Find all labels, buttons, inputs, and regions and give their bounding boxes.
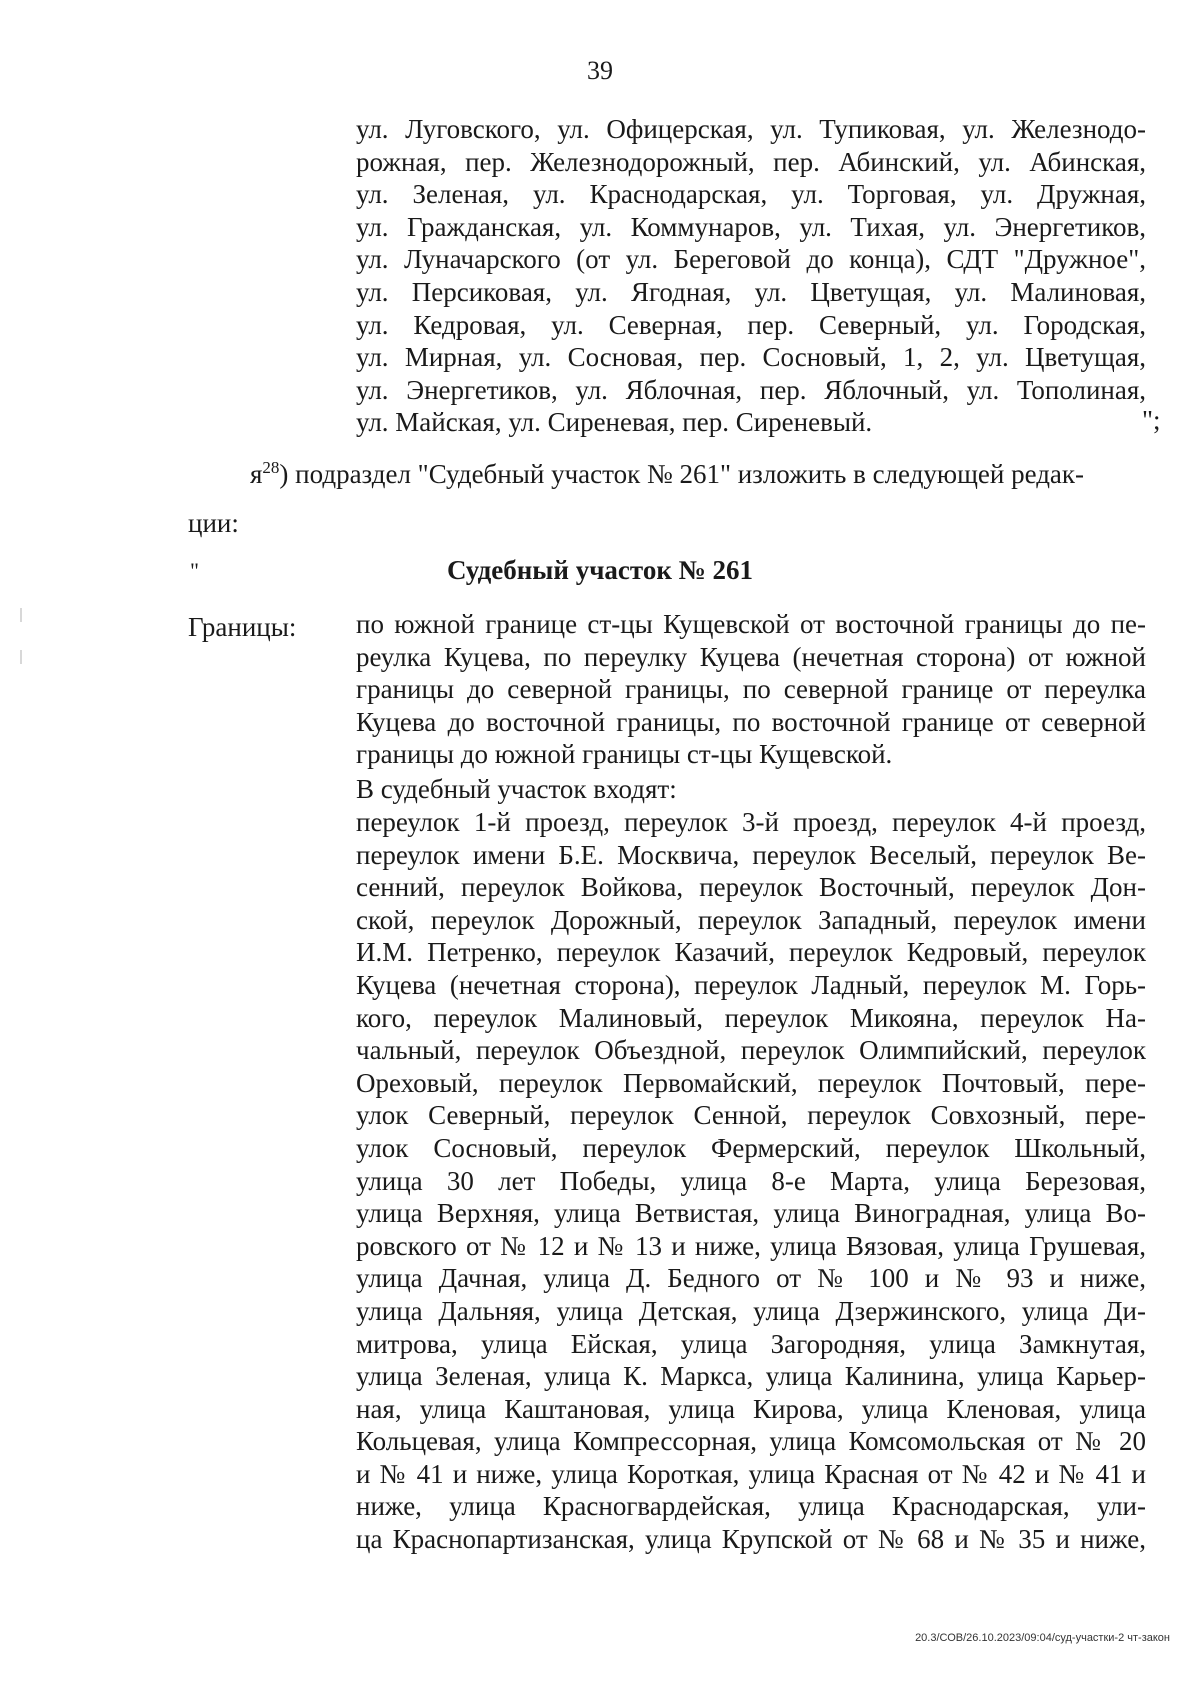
text-line: сенний, переулок Войкова, переулок Восточный, переулок Дон- bbox=[356, 872, 1146, 903]
text-line: реулка Куцева, по переулку Куцева (нечетная сторона) от южной bbox=[356, 641, 1146, 672]
text-line: кого, переулок Малиновый, переулок Микояна, переулок На- bbox=[356, 1002, 1146, 1033]
text-line: И.М. Петренко, переулок Казачий, переулок Кедровый, переулок bbox=[356, 937, 1146, 968]
text-line: ца Краснопартизанская, улица Крупской от № 68 и № 35 и ниже, bbox=[356, 1524, 1146, 1555]
text-line: ул. Зеленая, ул. Краснодарская, ул. Торговая, ул. Дружная, bbox=[356, 179, 1146, 210]
includes-label: В судебный участок входят: bbox=[356, 774, 677, 804]
text-line: ул. Персиковая, ул. Ягодная, ул. Цветущая, ул. Малиновая, bbox=[356, 276, 1146, 307]
text-line: ул. Луговского, ул. Офицерская, ул. Тупиковая, ул. Железнодо- bbox=[356, 114, 1146, 144]
text-line: улица Дачная, улица Д. Бедного от № 100 и № 93 и ниже, bbox=[356, 1263, 1146, 1294]
text-line: границы до южной границы ст-цы Кущевской. bbox=[356, 739, 893, 770]
text-line: и № 41 и ниже, улица Короткая, улица Красная от № 42 и № 41 и bbox=[356, 1458, 1146, 1489]
text-line: улок Сосновый, переулок Фермерский, переулок Школьный, bbox=[356, 1132, 1146, 1163]
text-line: ровского от № 12 и № 13 и ниже, улица Вязовая, улица Грушевая, bbox=[356, 1230, 1146, 1261]
closing-quote: "; bbox=[1142, 405, 1161, 435]
boundaries-label: Границы: bbox=[188, 612, 297, 642]
text-line: улица 30 лет Победы, улица 8-е Марта, улица Березовая, bbox=[356, 1165, 1146, 1196]
text-line: по южной границе ст-цы Кущевской от восточной границы до пе- bbox=[356, 609, 1146, 639]
text-line: ул. Кедровая, ул. Северная, пер. Северный, ул. Городская, bbox=[356, 309, 1146, 340]
opening-quote: " bbox=[190, 558, 199, 583]
page-number: 39 bbox=[587, 56, 613, 85]
text-line: ской, переулок Дорожный, переулок Западный, переулок имени bbox=[356, 904, 1146, 935]
text-line: ул. Энергетиков, ул. Яблочная, пер. Яблочный, ул. Тополиная, bbox=[356, 374, 1146, 405]
text-line: ул. Мирная, ул. Сосновая, пер. Сосновый, 1, 2, ул. Цветущая, bbox=[356, 342, 1146, 373]
text-line: переулок 1-й проезд, переулок 3-й проезд, переулок 4-й проезд, bbox=[356, 807, 1146, 837]
amendment-text: ) подраздел "Судебный участок № 261" изложить в следующей редак- bbox=[279, 459, 1085, 489]
text-line: ул. Гражданская, ул. Коммунаров, ул. Тихая, ул. Энергетиков, bbox=[356, 211, 1146, 242]
text-line: ул. Луначарского (от ул. Береговой до конца), СДТ "Дружное", bbox=[356, 244, 1146, 275]
text-line: улица Зеленая, улица К. Маркса, улица Калинина, улица Карьер- bbox=[356, 1361, 1146, 1392]
amendment-superscript: 28 bbox=[262, 458, 280, 477]
included-streets-list bbox=[356, 806, 1146, 1556]
text-line: ниже, улица Красногвардейская, улица Краснодарская, ули- bbox=[356, 1491, 1146, 1522]
scan-artifact bbox=[20, 608, 22, 622]
text-line: ная, улица Каштановая, улица Кирова, улица Кленовая, улица bbox=[356, 1393, 1146, 1424]
amendment-continuation: ции: bbox=[188, 508, 239, 538]
amendment-paragraph bbox=[250, 452, 1150, 490]
text-line: митрова, улица Ейская, улица Загородняя, улица Замкнутая, bbox=[356, 1328, 1146, 1359]
text-line: Ореховый, переулок Первомайский, переулок Почтовый, пере- bbox=[356, 1067, 1146, 1098]
section-title: Судебный участок № 261 bbox=[446, 555, 754, 585]
text-line: рожная, пер. Железнодорожный, пер. Абинский, ул. Абинская, bbox=[356, 146, 1146, 177]
document-footer-code: 20.3/СОВ/26.10.2023/09:04/суд-участки-2 чт-закон bbox=[915, 1632, 1170, 1644]
text-line: улок Северный, переулок Сенной, переулок Совхозный, пере- bbox=[356, 1100, 1146, 1131]
text-line: границы до северной границы, по северной границе от переулка bbox=[356, 674, 1146, 705]
text-line: переулок имени Б.Е. Москвича, переулок Веселый, переулок Ве- bbox=[356, 839, 1146, 870]
text-line: улица Верхняя, улица Ветвистая, улица Виноградная, улица Во- bbox=[356, 1198, 1146, 1229]
amendment-letter: я bbox=[250, 459, 263, 489]
text-line: ул. Майская, ул. Сиреневая, пер. Сиреневый. bbox=[356, 407, 873, 438]
scan-artifact bbox=[20, 650, 22, 664]
text-line: улица Дальняя, улица Детская, улица Дзержинского, улица Ди- bbox=[356, 1295, 1146, 1326]
text-line: Куцева до восточной границы, по восточной границе от северной bbox=[356, 706, 1146, 737]
text-line: Куцева (нечетная сторона), переулок Ладный, переулок М. Горь- bbox=[356, 969, 1146, 1000]
street-list-continued bbox=[356, 113, 1146, 439]
text-line: чальный, переулок Объездной, переулок Олимпийский, переулок bbox=[356, 1035, 1146, 1066]
text-line: Кольцевая, улица Компрессорная, улица Комсомольская от № 20 bbox=[356, 1426, 1146, 1457]
boundaries-description bbox=[356, 608, 1146, 771]
